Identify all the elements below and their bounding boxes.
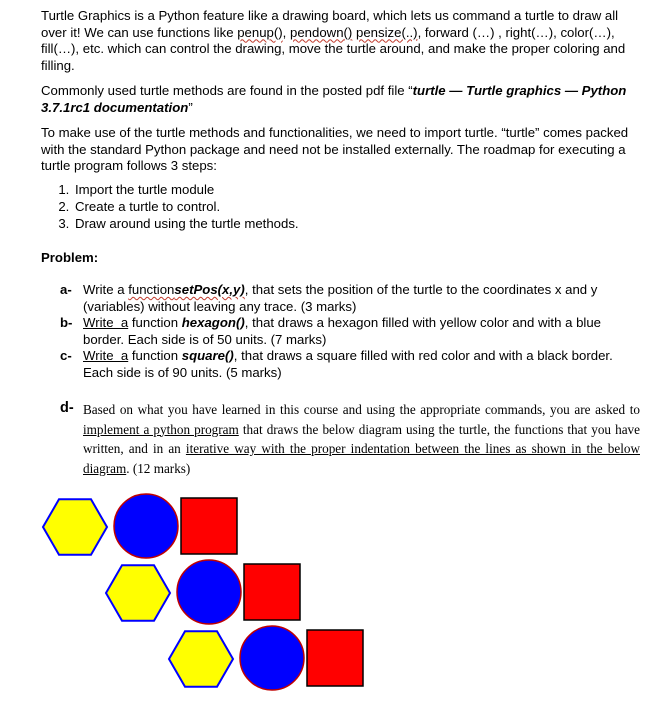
hexagon-shape	[43, 499, 107, 554]
problem-item-a: a- Write a functionsetPos(x,y), that sets the position of the turtle to the coordinates x and y (variables) without leaving any trace. (3 marks)	[60, 282, 598, 314]
step-item: 3. Draw around using the turtle methods.	[73, 216, 299, 233]
circle-shape	[177, 560, 241, 624]
step-item: 2. Create a turtle to control.	[73, 199, 299, 216]
square-shape	[307, 630, 363, 686]
problem-item-b: b- Write a function hexagon(), that draws a hexagon filled with yellow color and with a blue border. Each side is of 50 units. (7 marks)	[60, 315, 602, 347]
penup-function: penup()	[237, 24, 283, 40]
pensize-function: pensize(..)	[355, 24, 418, 40]
hexagon-shape	[169, 631, 233, 686]
problem-item-c: c- Write a function square(), that draws a square filled with red color and with a black border. Each side is of 90 units. (5 marks)	[60, 348, 613, 380]
square-shape	[181, 498, 237, 554]
hexagon-shape	[106, 565, 170, 620]
step-item: 1. Import the turtle module	[73, 182, 299, 199]
circle-shape	[240, 626, 304, 690]
intro-paragraph-1: Turtle Graphics is a Python feature like a drawing board, which lets us command a turtle to draw all over it! We can use functions like penup(), pendown() pensize(..), forward (…) , right(…), color(…), fill(…), etc. which can control the drawing, move the turtle around, and make the proper coloring and filling.	[41, 8, 626, 73]
documentation-title: turtle — Turtle graphics — Python 3.7.1rc1 documentation	[41, 83, 627, 115]
problem-item-d: d- Based on what you have learned in this course and using the appropriate commands, you are asked to implement a python program that draws the below diagram using the turtle, the functions that you have written, and in an iterative way with the proper indentation between the lines as shown in the below diagram. (12 marks)	[60, 400, 640, 476]
pendown-function: pendown()	[290, 24, 353, 40]
circle-shape	[114, 494, 178, 558]
problem-heading: Problem:	[41, 250, 99, 265]
square-shape	[244, 564, 300, 620]
intro-paragraph-2: Commonly used turtle methods are found in the posted pdf file “turtle — Turtle graphics — Python 3.7.1rc1 documentation”	[41, 83, 627, 115]
intro-paragraph-3: To make use of the turtle methods and functionalities, we need to import turtle. “turtle” comes packed with the standard Python package and need not be installed externally. The roadmap for executing a turtle program follows 3 steps:	[41, 125, 629, 174]
